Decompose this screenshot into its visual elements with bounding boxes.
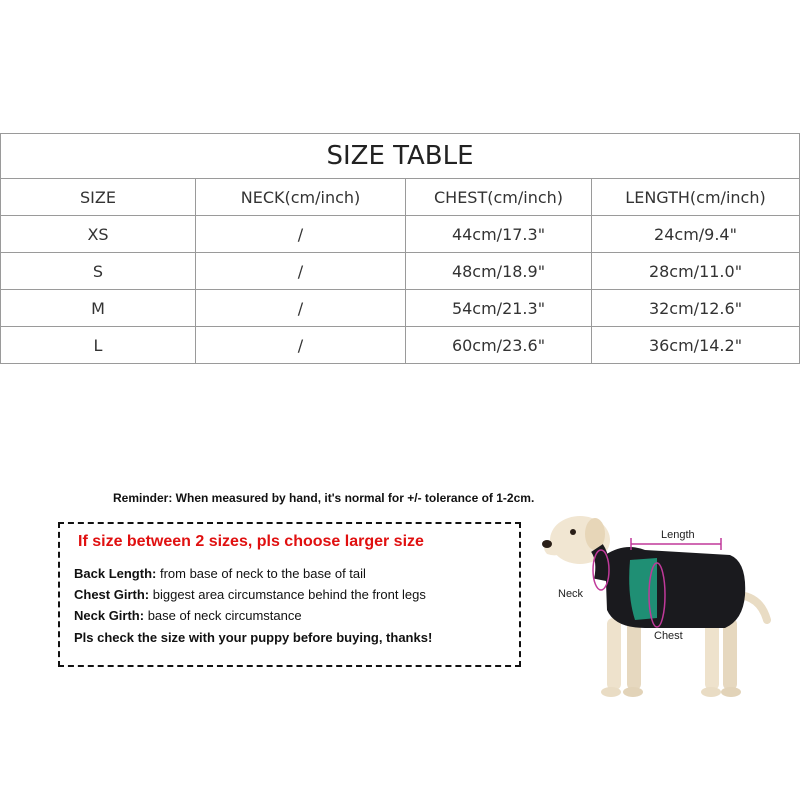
cell-chest: 60cm/23.6" xyxy=(406,327,592,364)
cell-size: L xyxy=(1,327,196,364)
chest-girth-text: biggest area circumstance behind the front legs xyxy=(149,587,426,602)
table-row xyxy=(1,216,800,253)
back-length-line xyxy=(74,566,366,581)
cell-chest: 44cm/17.3" xyxy=(406,216,592,253)
header-neck: NECK(cm/inch) xyxy=(196,179,406,216)
cell-length: 36cm/14.2" xyxy=(592,327,800,364)
neck-girth-label: Neck Girth: xyxy=(74,608,145,623)
neck-girth-text: base of neck circumstance xyxy=(144,608,302,623)
neck-girth-line xyxy=(74,608,302,623)
cell-neck: / xyxy=(196,290,406,327)
cell-size: S xyxy=(1,253,196,290)
table-row xyxy=(1,327,800,364)
cell-length: 28cm/11.0" xyxy=(592,253,800,290)
cell-neck: / xyxy=(196,216,406,253)
check-size-note: Pls check the size with your puppy before buying, thanks! xyxy=(74,630,433,645)
chest-girth-line xyxy=(74,587,426,602)
cell-neck: / xyxy=(196,253,406,290)
notice-box xyxy=(58,522,521,667)
cell-size: XS xyxy=(1,216,196,253)
table-row xyxy=(1,290,800,327)
cell-length: 32cm/12.6" xyxy=(592,290,800,327)
reminder-note: Reminder: When measured by hand, it's normal for +/- tolerance of 1-2cm. xyxy=(113,491,535,505)
table-row xyxy=(1,253,800,290)
chest-girth-label: Chest Girth: xyxy=(74,587,150,602)
back-length-text: from base of neck to the base of tail xyxy=(156,566,366,581)
cell-neck: / xyxy=(196,327,406,364)
chest-label: Chest xyxy=(654,630,683,642)
size-table xyxy=(0,133,800,364)
length-label: Length xyxy=(661,529,695,541)
header-length: LENGTH(cm/inch) xyxy=(592,179,800,216)
table-header-row xyxy=(1,179,800,216)
dog-measurement-diagram xyxy=(535,500,795,715)
header-chest: CHEST(cm/inch) xyxy=(406,179,592,216)
cell-size: M xyxy=(1,290,196,327)
neck-label: Neck xyxy=(558,588,584,600)
cell-chest: 54cm/21.3" xyxy=(406,290,592,327)
header-size: SIZE xyxy=(1,179,196,216)
back-length-label: Back Length: xyxy=(74,566,157,581)
cell-length: 24cm/9.4" xyxy=(592,216,800,253)
table-title: SIZE TABLE xyxy=(1,134,800,179)
notice-title: If size between 2 sizes, pls choose larger size xyxy=(78,533,424,550)
cell-chest: 48cm/18.9" xyxy=(406,253,592,290)
